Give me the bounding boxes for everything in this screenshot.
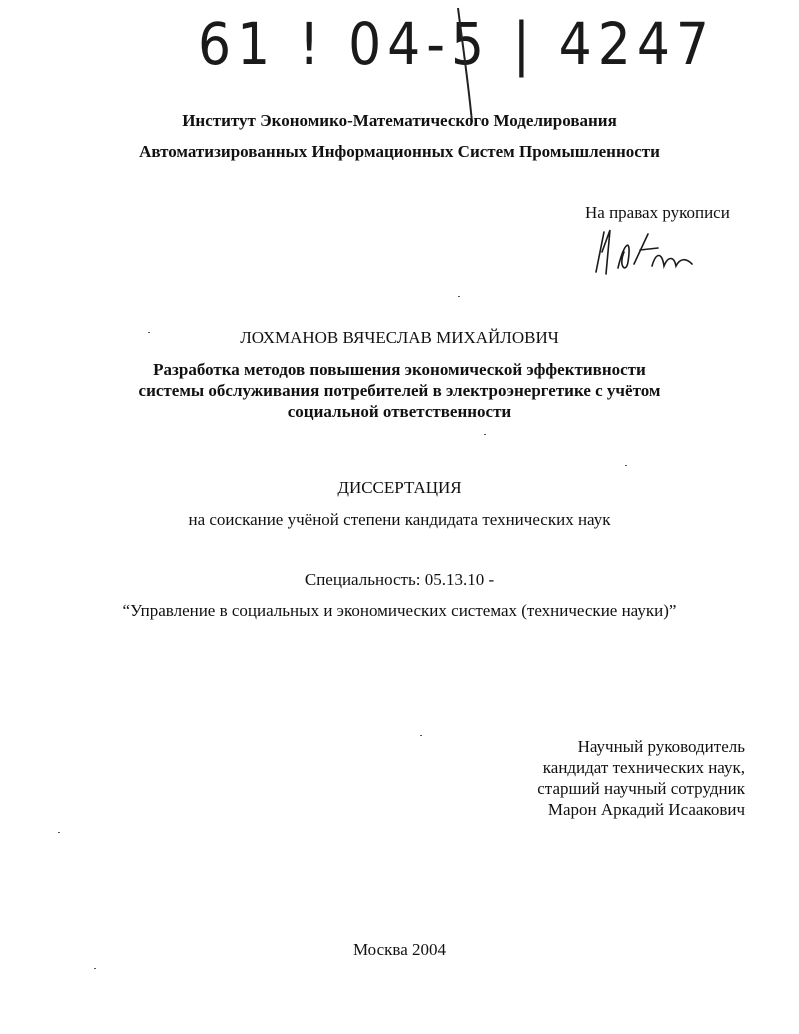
- scan-speck: [148, 332, 150, 333]
- scan-speck: [58, 832, 60, 833]
- author-name: ЛОХМАНОВ ВЯЧЕСЛАВ МИХАЙЛОВИЧ: [240, 328, 559, 347]
- scan-speck: [458, 296, 460, 297]
- manuscript-rights: На правах рукописи: [585, 203, 730, 222]
- supervisor-heading: Научный руководитель: [577, 737, 745, 756]
- city-year: Москва 2004: [352, 940, 447, 959]
- scan-speck: [625, 465, 627, 466]
- supervisor-degree: кандидат технических наук,: [542, 758, 745, 777]
- scan-speck: [94, 968, 96, 969]
- document-type: ДИССЕРТАЦИЯ: [337, 478, 462, 497]
- supervisor-block: [537, 736, 745, 820]
- institute-line-1: Институт Экономико-Математического Моделирования: [182, 111, 617, 130]
- supervisor-position: старший научный сотрудник: [537, 779, 745, 798]
- scan-speck: [420, 735, 422, 736]
- supervisor-name: Марон Аркадий Исаакович: [547, 800, 745, 819]
- dissertation-title: [0, 359, 799, 422]
- specialty-code: Специальность: 05.13.10 -: [304, 570, 495, 589]
- title-line: Разработка методов повышения экономической эффективности: [153, 360, 646, 379]
- specialty-name: “Управление в социальных и экономических системах (технические науки)”: [122, 601, 677, 620]
- degree-line: на соискание учёной степени кандидата технических наук: [188, 510, 611, 529]
- author-signature: [588, 222, 698, 282]
- title-line: социальной ответственности: [287, 402, 512, 421]
- scan-speck: [484, 434, 486, 435]
- title-line: системы обслуживания потребителей в электроэнергетике с учётом: [138, 381, 661, 400]
- institute-line-2: Автоматизированных Информационных Систем Промышленности: [139, 142, 660, 161]
- handwritten-archive-code: 61 ! 04-5 | 4247: [198, 11, 716, 79]
